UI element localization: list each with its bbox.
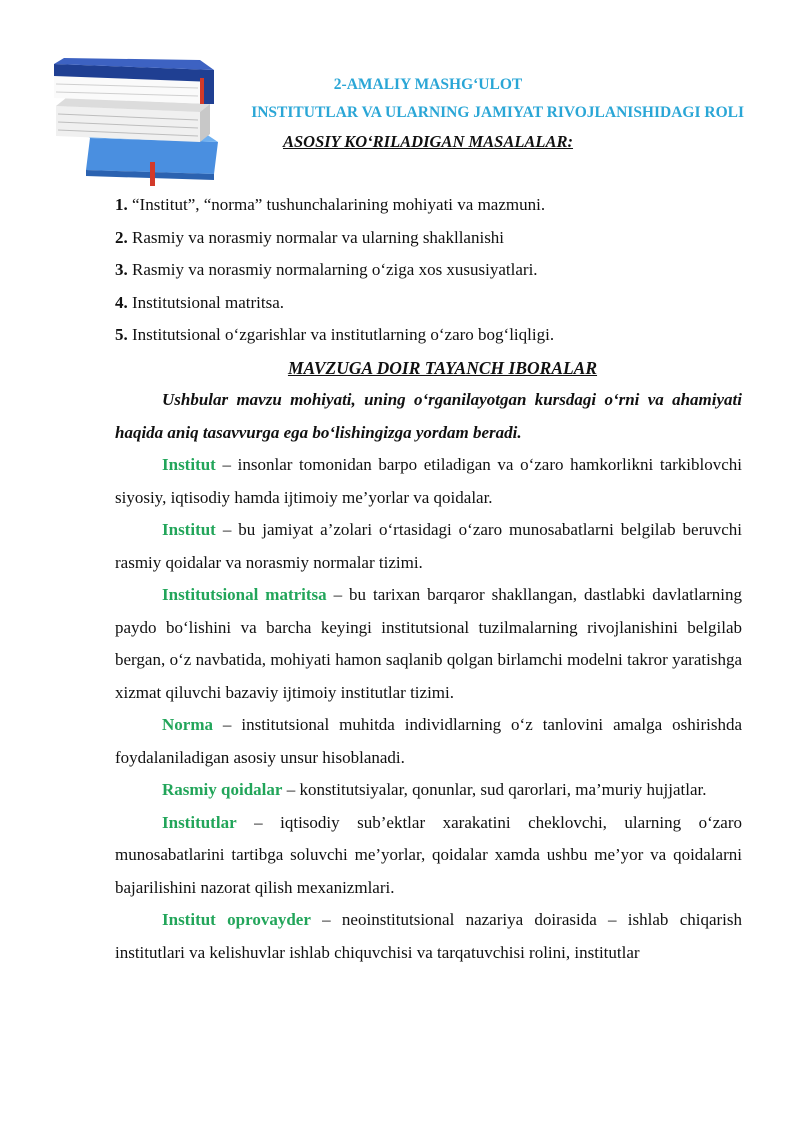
list-item: 4. Institutsional matritsa. [115,292,285,312]
definition-paragraph: Institutsional matritsa – bu tarixan barqaror shakllangan, dastlabki davlatlarning paydo bo‘lishini va barcha keyingi institutsional tuzilmalarning rivojlanishini belgilab bergan, o‘z navbatida, mohiyati hamon saqlanib qolgan birlamchi modelni takror yaratishga xizmat qiluvchi bazaviy ijtimoiy institutlar tizimi. [115,585,742,702]
list-item: 1. “Institut”, “norma” tushunchalarining mohiyati va mazmuni. [115,195,546,214]
term: Norma [162,715,213,734]
list-item: 2. Rasmiy va norasmiy normalar va ularning shakllanishi [115,227,505,247]
term: Institutlar [162,812,237,832]
term: Institutsional matritsa [162,585,327,604]
document-body [115,189,742,969]
key-terms-heading: MAVZUGA DOIR TAYANCH IBORALAR [287,357,598,378]
definition-paragraph: Institut – insonlar tomonidan barpo etiladigan va o‘zaro hamkorlikni tarkiblovchi siyosiy, iqtisodiy hamda ijtimoiy me’yorlar va qoidalar. [115,455,742,507]
term: Institut [162,455,216,474]
definition-paragraph: Institut – bu jamiyat a’zolari o‘rtasidagi o‘zaro munosabatlarni belgilab beruvchi rasmiy qoidalar va norasmiy normalar tizimi. [115,520,742,572]
term: Institut oprovayder [162,910,311,929]
questions-list [115,189,742,352]
list-item: 5. Institutsional o‘zgarishlar va institutlarning o‘zaro bog‘liqligi. [115,325,555,344]
lesson-title-heading: INSTITUTLAR VA ULARNING JAMIYAT RIVOJLANISHIDAGI ROLI [251,104,744,121]
definition-paragraph: Norma – institutsional muhitda individlarning o‘z tanlovini amalga oshirishda foydalaniladigan asosiy unsur hisoblanadi. [115,715,742,767]
definition-paragraph: Institut oprovayder – neoinstitutsional nazariya doirasida – ishlab chiqarish institutlari va kelishuvlar ishlab chiquvchisi va tarqatuvchisi rolini, institutlar [115,910,743,962]
definition-paragraph: Institutlar – iqtisodiy sub’ektlar xarakatini cheklovchi, ularning o‘zaro munosabatlarini tartibga soluvchi me’yorlar, qoidalar xamda ushbu me’yor va qoidalarni bajarilishini nazorat qilish mexanizmlari. [115,812,742,897]
term: Rasmiy qoidalar [162,780,283,799]
definition-paragraph: Rasmiy qoidalar – konstitutsiyalar, qonunlar, sud qarorlari, ma’muriy hujjatlar. [162,780,707,799]
main-issues-heading: ASOSIY KO‘RILADIGAN MASALALAR: [282,132,574,151]
term: Institut [162,520,216,539]
intro-paragraph: Ushbular mavzu mohiyati, uning o‘rganilayotgan kursdagi o‘rni va ahamiyati haqida aniq tasavvurga ega bo‘lishingizga yordam beradi. [115,390,742,442]
lesson-number-heading: 2-AMALIY MASHG‘ULOT [333,76,523,93]
list-item: 3. Rasmiy va norasmiy normalarning o‘ziga xos xususiyatlari. [115,260,538,279]
